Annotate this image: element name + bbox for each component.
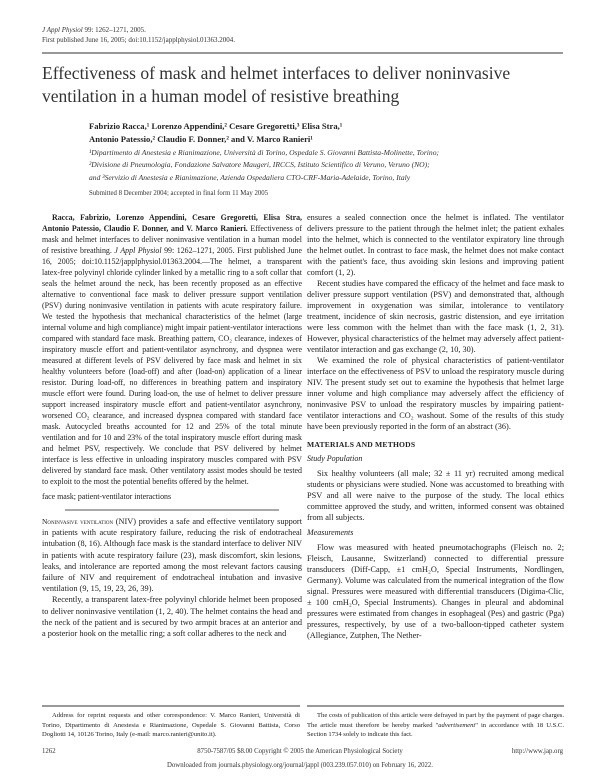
paragraph: Recently, a transparent latex-free polyvinyl chloride helmet been proposed to deliver noninvasive ventilation (1, 2, 40). The helmet contains the head and the neck of the patient and is secured by two armpit braces at an anterior and a posterior hook on the metallic ring; a soft collar adheres to the neck and xyxy=(42,595,302,639)
body-left-column xyxy=(42,516,302,639)
abstract-journal: J Appl Physiol xyxy=(114,246,162,255)
header-rule xyxy=(42,52,563,54)
subsection-heading: Study Population xyxy=(307,454,363,463)
journal-name: J Appl Physiol xyxy=(42,26,83,34)
affiliation: ¹Dipartimento di Anestesia e Rianimazione, Università di Torino, Ospedale S. Giovanni Battista-Molinette, Torino; xyxy=(89,148,440,157)
affiliation: ²Divisione di Pneumologia, Fondazione Salvatore Maugeri, IRCCS, Istituto Scientifico di Veruno, Veruno (NO); xyxy=(89,160,430,170)
costs-footnote xyxy=(307,711,564,740)
paragraph: ensures a sealed connection once the helmet is inflated. The ventilator delivers pressure to the patient through the helmet inlet; the patient exhales into the helmet, which is connected to the ventilator expiratory line through the helmet outlet. In contrast to face mask, the helmet does not make contact with the patient's face, thus avoiding skin lesions and improving patient comfort (1, 2). xyxy=(307,213,564,277)
intro-small-caps: Noninvasive ventilation xyxy=(42,517,114,526)
footnote-advertisement: advertisement xyxy=(438,721,476,729)
abstract-text: 99: 1262–1271, 2005. First published June 16, 2005; doi:10.1152/japplphysiol.01363.2004.—The helmet, a transparent latex-free polyvinyl chloride cylinder linked by a metallic ring to a soft collar that seals the helmet around the neck, has been recently proposed as an effective alternative to conventional face mask to deliver pressure support ventilation (PSV) during noninvasive ventilation in patients with acute respiratory failure. We tested the hypothesis that mechanical characteristics of the helmet (large internal volume and high compliance) might impair patient-ventilator interactions compared with standard face mask. Breathing pattern, CO₂ clearance, indexes of inspiratory muscle effort and patient-ventilator asynchrony, and dyspnea were measured at different levels of PSV delivered by face mask and helmet in six healthy volunteers before (load-off) and after (load-on) application of a linear resistor. During load-off, no differences in breathing pattern and inspiratory muscle effort were found. During load-on, the use of helmet to deliver pressure support increased inspiratory muscle effort and patient-ventilator asynchrony, worsened CO₂ clearance, and increased dyspnea compared with standard face mask. Autocycled breaths accounted for 12 and 25% of the total minute ventilation and for 10 and 23% of the total inspiratory muscle effort during mask and helmet PSV, respectively. We conclude that PSV delivered by helmet interface is less effective in unloading inspiratory muscles compared with PSV delivered by standard face mask. Other ventilatory assist modes should be tested to exploit to the most the potential benefits offered by the helmet. xyxy=(42,246,302,486)
paragraph-text: (NIV) provides a safe and effective ventilatory support in patients with acute respiratory failure, reducing the risk of endotracheal intubation (8, 16). Although face mask is the standard interface to deliver NIV in patients with acute respiratory failure (23), mask discomfort, skin lesions, leaks, and intolerance are reported among the most relevant factors causing failure of NIV and requirement of endotracheal intubation and invasive ventilation (9, 15, 19, 23, 26, 39). xyxy=(42,517,303,594)
paragraph: Recent studies have compared the efficacy of the helmet and face mask to deliver pressure support ventilation (PSV) and demonstrated that, although improvement in oxygenation was similar, intolerance to ventilatory treatment, incidence of skin necrosis, gastric distension, and eye irritation were less common with the helmet than with the face mask (1, 2, 31). However, physical characteristics of the helmet may adversely affect patient-ventilator interaction and gas exchange (2, 10, 30). xyxy=(307,279,564,354)
subsection-heading: Measurements xyxy=(307,528,354,537)
download-notice: Downloaded from journals.physiology.org/journal/jappl (003.239.057.010) on February 16, 2022. xyxy=(167,762,433,769)
paragraph xyxy=(42,516,302,594)
footnote-rule xyxy=(42,705,300,707)
footnote-text: The costs of publication of this article were defrayed in part by the payment of page charges. The article must therefore be hereby marked " xyxy=(307,712,564,729)
authors-line: Fabrizio Racca,¹ Lorenzo Appendini,² Cesare Gregoretti,³ Elisa Stra,¹ xyxy=(89,121,343,131)
page-number: 1262 xyxy=(42,748,56,755)
authors xyxy=(89,120,342,145)
paragraph: Six healthy volunteers (all male; 32 ± 11 yr) recruited among medical students or physicians were studied. None was accustomed to breathing with PSV and all were naive to the purpose of the study. The local ethics committee approved the study, and written, informed consent was obtained from all subjects. xyxy=(307,469,564,522)
footnote-rule xyxy=(307,705,564,707)
abstract-lead: Effectiveness of mask and helmet interfaces to deliver noninvasive ventilation in a human model of resistive breathing. xyxy=(42,224,302,255)
footnote-text: " in accordance with 18 U.S.C. Section 1734 solely to indicate this fact. xyxy=(307,721,564,739)
section-heading: MATERIALS AND METHODS xyxy=(307,440,416,449)
left-column xyxy=(42,212,302,639)
abstract-rule xyxy=(65,509,279,511)
keywords: face mask; patient-ventilator interactions xyxy=(42,492,172,501)
abstract xyxy=(42,212,302,487)
title-line: Effectiveness of mask and helmet interfaces to deliver noninvasive xyxy=(42,63,511,83)
authors-line: Antonio Patessio,² Claudio F. Donner,² and V. Marco Ranieri¹ xyxy=(89,133,313,144)
submission-dates: Submitted 8 December 2004; accepted in final form 11 May 2005 xyxy=(89,190,269,197)
article-title xyxy=(42,62,562,108)
affiliations xyxy=(89,147,569,184)
abstract-authors: Racca, Fabrizio, Lorenzo Appendini, Cesare Gregoretti, Elisa Stra, Antonio Patessio, Claudio F. Donner, and V. Marco Ranieri. xyxy=(42,213,302,233)
copyright: 8750-7587/05 $8.00 Copyright © 2005 the American Physiological Society xyxy=(197,748,403,755)
published-doi: First published June 16, 2005; doi:10.1152/japplphysiol.01363.2004. xyxy=(42,35,236,44)
citation: 99: 1262–1271, 2005. xyxy=(84,26,146,34)
paragraph: We examined the role of physical characteristics of patient-ventilator interface on the effectiveness of PSV to unload the respiratory muscle during NIV. The present study set out to examine the hypothesis that helmet large inner volume and high compliance may adversely affect the efficiency of noninvasive PSV to unload the respiratory muscles by impairing patient-ventilator interactions and CO₂ washout. Some of the results of this study have been previously reported in the form of an abstract (36). xyxy=(307,356,564,431)
body-right-column xyxy=(307,212,564,641)
correspondence-footnote: Address for reprint requests and other correspondence: V. Marco Ranieri, Università di Torino, Dipartimento di Anestesia e Rianimazione, Ospedale S. Giovanni Battista, Corso Dogliotti 14, 10126 Torino, Italy (e-mail: marco.ranieri@unito.it). xyxy=(42,712,300,739)
journal-url[interactable]: http://www.jap.org xyxy=(511,748,563,755)
journal-header xyxy=(42,26,235,45)
title-line: ventilation in a human model of resistive breathing xyxy=(42,86,400,106)
paragraph: Flow was measured with heated pneumotachographs (Fleisch no. 2; Fleisch, Lausanne, Switzerland) connected to differential pressure transducers (Diff-Capp, ±1 cmH₂O, Special Instruments, Nordlingen, Germany). Volume was calculated from the numerical integration of the flow signal. Pressures were measured with differential transducers (Digima-Clic, ± 100 cmH₂O, Special Instruments). Changes in pleural and abdominal pressures were estimated from changes in esophageal (Pes) and gastric (Pga) pressures, respectively, by use of a two-balloon-tipped catheter system (Allegiance, Zutphen, The Nether- xyxy=(307,543,564,640)
affiliation: and ³Servizio di Anestesia e Rianimazione, Azienda Ospedaliera CTO-CRF-Maria-Adelaide, Torino, Italy xyxy=(89,172,411,182)
